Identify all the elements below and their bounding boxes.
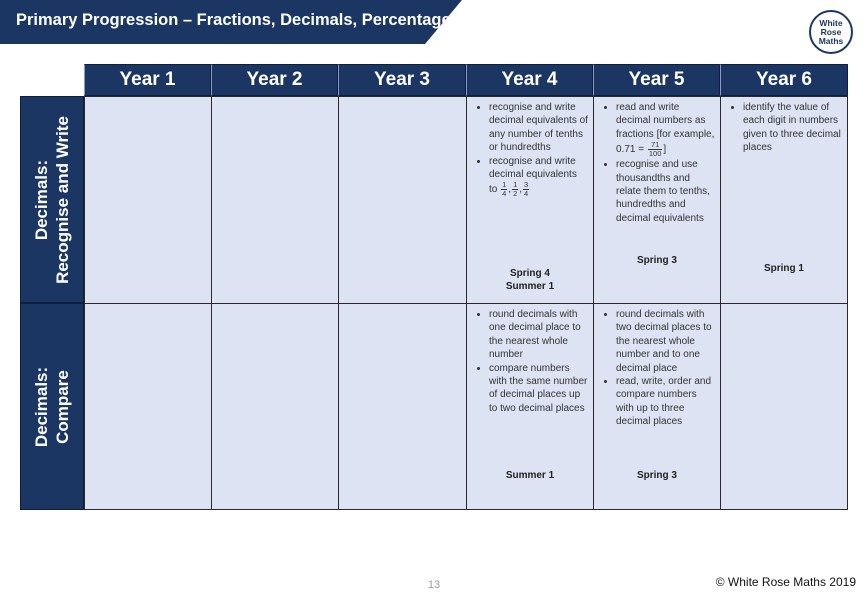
cell-r2-year2 xyxy=(211,303,339,510)
year-5-header: Year 5 xyxy=(593,64,720,96)
white-rose-maths-logo xyxy=(809,10,853,54)
objective-text: ] xyxy=(663,144,667,156)
objective-bullet: • round decimals with one decimal place to the nearest whole number xyxy=(489,308,589,362)
fraction-denominator: 4 xyxy=(502,189,507,199)
objective-bullet: • recognise and use thousandths and relate them to tenths, hundredths and decimal equivalents xyxy=(616,158,716,225)
page-title: Primary Progression – Fractions, Decimals, Percentages xyxy=(16,11,460,29)
term-label: Spring 4 xyxy=(509,268,550,279)
fraction-numerator: 1 xyxy=(513,180,518,190)
term-label: Spring 3 xyxy=(636,470,677,481)
term-label: Spring 3 xyxy=(636,255,677,266)
row-header-text xyxy=(31,366,73,446)
page-number: 13 xyxy=(427,579,441,591)
term-label: Summer 1 xyxy=(505,470,555,481)
fraction-numerator: 3 xyxy=(524,180,529,190)
objective-bullet: • compare numbers with the same number of decimal places up to two decimal places xyxy=(489,362,589,416)
cell-r1-year1 xyxy=(84,96,212,304)
cell-r1-year4 xyxy=(466,96,594,304)
year-4-header: Year 4 xyxy=(466,64,593,96)
term-label: Summer 1 xyxy=(505,281,555,292)
row-title-line-2: Compare xyxy=(53,369,72,444)
cell-r1-year5 xyxy=(593,96,721,304)
term-label: Spring 1 xyxy=(763,263,804,274)
logo-line-1: White xyxy=(819,17,843,28)
fraction xyxy=(501,181,507,198)
fraction-numerator: 71 xyxy=(648,141,663,150)
cell-content xyxy=(473,101,589,198)
row-title-line-2: Recognise and Write xyxy=(53,115,72,284)
cell-content xyxy=(600,308,716,429)
row-title-line-1: Decimals: xyxy=(32,159,51,240)
copyright-notice: © White Rose Maths 2019 xyxy=(715,575,856,589)
row-header-recognise-write xyxy=(20,96,84,303)
cell-content xyxy=(727,101,843,155)
cell-r2-year3 xyxy=(338,303,467,510)
row-header-compare xyxy=(20,303,84,510)
cell-r2-year4 xyxy=(466,303,594,510)
objective-text: to xyxy=(489,184,498,196)
objective-bullet: • round decimals with two decimal places to the nearest whole number and to one decimal place xyxy=(616,308,716,375)
cell-r2-year6 xyxy=(720,303,848,510)
fraction-denominator: 4 xyxy=(524,189,529,199)
cell-r1-year3 xyxy=(338,96,467,304)
row-title-line-1: Decimals: xyxy=(32,366,51,447)
fraction xyxy=(523,181,529,198)
cell-r2-year1 xyxy=(84,303,212,510)
objective-text: recognise and write decimal equivalents xyxy=(489,155,577,181)
fraction-denominator: 2 xyxy=(513,189,518,199)
objective-bullet: • recognise and write decimal equivalents to $\frac{1}{4}$ , $\frac{1}{2}$ , $\frac{3}{4}$ xyxy=(489,155,589,199)
cell-content xyxy=(473,308,589,415)
cell-r1-year2 xyxy=(211,96,339,304)
objective-text: read and write decimal numbers as fractions [for example, 0.71 = xyxy=(616,102,715,156)
row-header-text xyxy=(31,116,73,284)
fraction-numerator: 1 xyxy=(502,180,507,190)
year-2-header: Year 2 xyxy=(211,64,338,96)
fraction xyxy=(648,141,663,158)
objective-bullet: • read, write, order and compare numbers with up to three decimal places xyxy=(616,375,716,429)
cell-r2-year5 xyxy=(593,303,721,510)
cell-r1-year6 xyxy=(720,96,848,304)
objective-bullet: • identify the value of each digit in numbers given to three decimal places xyxy=(743,101,843,155)
logo-line-3: Maths xyxy=(818,35,844,46)
objective-bullet: • recognise and write decimal equivalents of any number of tenths or hundredths xyxy=(489,101,589,155)
cell-content xyxy=(600,101,716,225)
fraction-denominator: 100 xyxy=(648,149,662,159)
objective-bullet xyxy=(616,101,716,158)
fraction xyxy=(512,181,518,198)
logo-line-2: Rose xyxy=(820,26,842,37)
year-3-header: Year 3 xyxy=(338,64,466,96)
year-6-header: Year 6 xyxy=(720,64,848,96)
year-1-header: Year 1 xyxy=(84,64,211,96)
